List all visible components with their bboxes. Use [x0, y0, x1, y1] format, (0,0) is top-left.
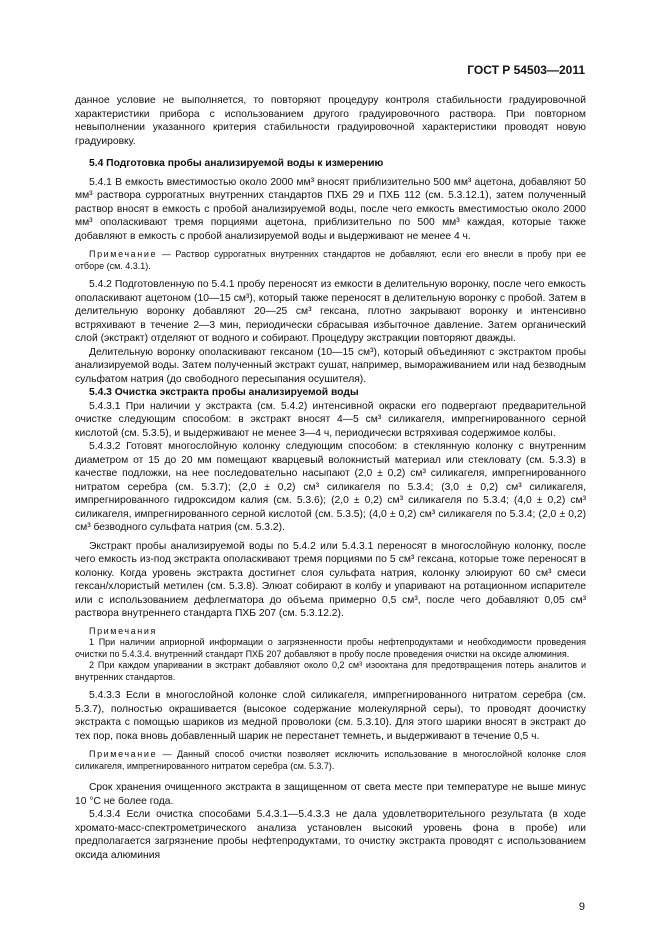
paragraph-5-4-1: 5.4.1 В емкость вместимостью около 2000 мм³ вносят приблизительно 500 мм³ ацетона, добавляют 50 мм³ раствора суррогатных внутренних стандартов ПХБ 29 и ПХБ 112 (см. 5.3.12.1), затем полученный раствор вносят в емкость с пробой анализируемой воды, после чего емкость вместимостью около 2000 мм³ ополаскивают тремя порциями ацетона, приблизительно по 500 мм³ каждая, которые также добавляют в емкость с пробой анализируемой воды и выдерживают не менее 4 ч. [75, 176, 586, 242]
note-1 [75, 249, 586, 272]
document-header-id: ГОСТ Р 54503—2011 [467, 63, 585, 77]
note-item-2: 2 При каждом упаривании в экстракт добавляют около 0,2 см³ изооктана для предотвращения потерь аналитов и внутренних стандартов. [75, 660, 586, 682]
paragraph-5-4-2-continued: Делительную воронку ополаскивают гексаном (10—15 см³), который объединяют с экстрактом пробы анализируемой воды. Затем полученный экстракт сушат, например, вымораживанием или над безводным сульфатом натрия (до свободного пересыпания осушителя). [75, 346, 586, 385]
paragraph-5-4-3-4: 5.4.3.4 Если очистка способами 5.4.3.1—5.4.3.3 не дала удовлетворительного результата (в ходе хромато-масс-спектрометрического анализа установлен высокий уровень фона в пробе) или предполагается загрязнение пробы нефтепродуктами, то очистку экстракта проводят с использованием оксида алюминия [75, 809, 586, 861]
paragraph-5-4-3-3: 5.4.3.3 Если в многослойной колонке слой силикагеля, импрегнированного нитратом серебра (см. 5.3.7), полностью окрашивается (высокое содержание молекулярной серы), то проводят доочистку экстракта с помощью шариков из медной проволоки (см. 5.3.10). Для этого шарики вносят в экстракт до тех пор, пока вновь добавленный шарик не перестанет темнеть, и выдерживают в течение 0,5 ч. [75, 690, 586, 742]
page-number: 9 [578, 901, 585, 913]
paragraph-continuation: данное условие не выполняется, то повторяют процедуру контроля стабильности градуировочной характеристики прибора с использованием другого градуировочного раствора. При повторном невыполнении указанного критерия стабильности градуировочной характеристики проводят новую градуировку. [75, 95, 586, 147]
notes-label: Примечания [89, 625, 157, 636]
paragraph-5-4-2: 5.4.2 Подготовленную по 5.4.1 пробу переносят из емкости в делительную воронку, после чего емкость ополаскивают ацетоном (10—15 см³), который также переносят в делительную воронку с пробой. Затем в делительную воронку добавляют 20—25 см³ гексана, плотно закрывают воронку и интенсивно встряхивают в течение 2—3 мин, периодически сбрасывая избыточное давление. Затем органический слой (экстракт) отделяют от водного и собирают. Процедуру экстракции повторяют дважды. [75, 279, 586, 344]
note-3-label: Примечание [89, 749, 158, 759]
paragraph-5-4-3-1: 5.4.3.1 При наличии у экстракта (см. 5.4.2) интенсивной окраски его подвергают предварительной очистке следующим способом: в экстракт вносят 4—5 см³ силикагеля, импрегнированного серной кислотой (см. 5.3.5), и выдерживают не менее 3—4 ч, периодически встряхивая содержимое колбы. [75, 400, 586, 439]
paragraph-5-4-3-2: 5.4.3.2 Готовят многослойную колонку следующим способом: в стеклянную колонку с внутренним диаметром от 15 до 20 мм помещают кварцевый волокнистый материал или стекловату (см. 5.3.3) в качестве подложки, на нее последовательно насыпают (2,0 ± 0,2) см³ силикагеля, импрегнированного нитратом серебра (см. 5.3.7); (2,0 ± 0,2) см³ силикагеля по 5.3.4; (3,0 ± 0,2) см³ силикагеля, импрегнированного гидроксидом калия (см. 5.3.6); (2,0 ± 0,2) см³ силикагеля по 5.3.4; (4,0 ± 0,2) см³ силикагеля, импрегнированного серной кислотой (см. 5.3.5); (4,0 ± 0,2) см³ силикагеля по 5.3.4; (2,0 ± 0,2) см³ безводного сульфата натрия (см. 5.3.2). [75, 441, 586, 533]
section-heading-5-4: 5.4 Подготовка пробы анализируемой воды к измерению [89, 158, 384, 169]
paragraph-storage: Срок хранения очищенного экстракта в защищенном от света месте при температуре не выше минус 10 °С не более года. [75, 782, 586, 807]
note-3 [75, 749, 586, 772]
section-heading-5-4-3: 5.4.3 Очистка экстракта пробы анализируемой воды [89, 387, 359, 398]
note-3-text: — Данный способ очистки позволяет исключить использование в многослойной колонке слоя силикагеля, импрегнированного нитратом серебра (см. 5.3.7). [75, 749, 586, 771]
paragraph-5-4-3-2-continued: Экстракт пробы анализируемой воды по 5.4.2 или 5.4.3.1 переносят в многослойную колонку, после чего емкость из-под экстракта ополаскивают тремя порциями по 5 см³ гексана, которые тоже переносят в колонку. Когда уровень экстракта достигнет слоя сульфата натрия, колонку элюируют 60 см³ смеси гексан/хлористый метилен (см. 5.3.8). Элюат собирают в колбу и упаривают на ротационном испарителе или с использованием дефлегматора до объема примерно 0,5 см³, после чего добавляют 0,05 см³ раствора внутреннего стандарта ПХБ 207 (см. 5.3.12.2). [75, 540, 586, 619]
document-body [75, 94, 586, 862]
note-1-text: — Раствор суррогатных внутренних стандартов не добавляют, если его внесли в пробу при ее отборе (см. 4.3.1). [75, 249, 586, 271]
note-1-label: Примечание [89, 249, 158, 259]
note-item-1: 1 При наличии априорной информации о загрязненности пробы нефтепродуктами и необходимости проведения очистки по 5.4.3.4. внутренний стандарт ПХБ 207 добавляют в пробу после проведения очистки на оксиде алюминия. [75, 637, 586, 659]
